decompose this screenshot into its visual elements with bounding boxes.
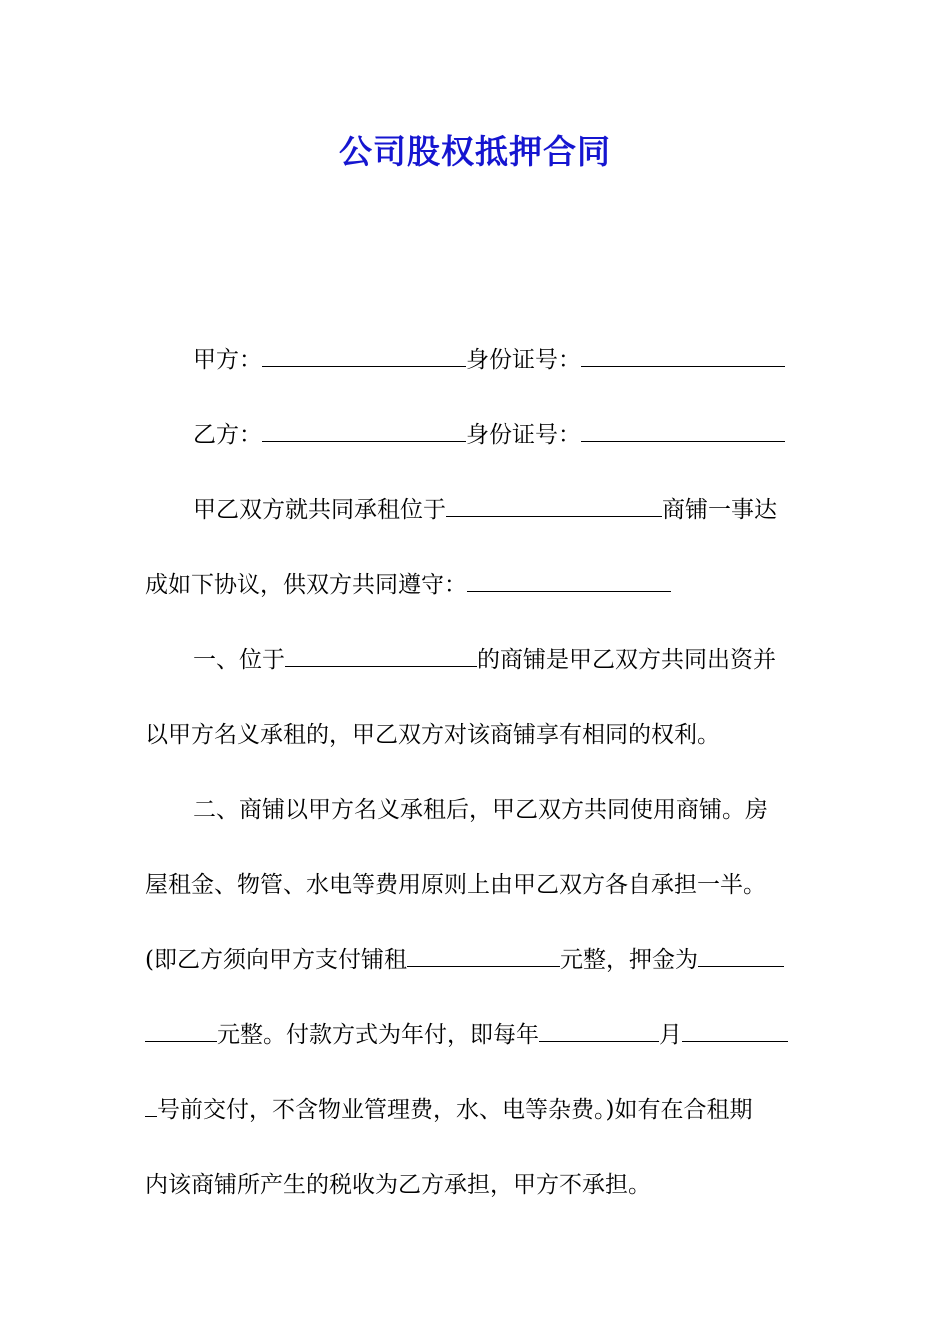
text-segment: 一、位于: [193, 647, 285, 673]
party-b-id-field[interactable]: [581, 421, 785, 442]
agreement-blank-field[interactable]: [467, 571, 671, 592]
paragraph-line: [145, 1018, 810, 1052]
paragraph-line: [145, 718, 810, 752]
party-b-line: [193, 418, 858, 452]
paragraph-line: [145, 868, 810, 902]
text-segment: 月: [659, 1022, 682, 1048]
shop-location-field[interactable]: [446, 496, 662, 517]
text-segment: 的商铺是甲乙双方共同出资并: [477, 647, 776, 673]
text-segment: (即乙方须向甲方支付铺租: [145, 947, 407, 973]
party-b-label: 乙方：: [193, 422, 262, 448]
party-b-name-field[interactable]: [262, 421, 466, 442]
clause-2-line: [193, 793, 858, 827]
clause-1-location-field[interactable]: [285, 646, 477, 667]
text-segment: 内该商铺所产生的税收为乙方承担，甲方不承担。: [145, 1172, 651, 1198]
text-segment: 成如下协议，供双方共同遵守：: [145, 572, 467, 598]
party-a-id-label: 身份证号：: [466, 347, 581, 373]
party-a-name-field[interactable]: [262, 346, 466, 367]
party-a-label: 甲方：: [193, 347, 262, 373]
paragraph-line: [145, 1168, 810, 1202]
clause-1-line: [193, 643, 858, 677]
text-segment: 二、商铺以甲方名义承租后，甲乙双方共同使用商铺。房: [193, 797, 768, 823]
text-segment: 号前交付，不含物业管理费，水、电等杂费。)如有在合租期: [157, 1097, 753, 1123]
paragraph-line: [145, 1093, 810, 1127]
party-b-id-label: 身份证号：: [466, 422, 581, 448]
party-a-line: [193, 343, 858, 377]
payment-day-field-cont[interactable]: [145, 1096, 157, 1117]
page-title: 公司股权抵押合同: [339, 132, 611, 171]
text-segment: 甲乙双方就共同承租位于: [193, 497, 446, 523]
payment-day-field[interactable]: [682, 1021, 788, 1042]
deposit-amount-field[interactable]: [698, 946, 784, 967]
paragraph-line: [145, 943, 810, 977]
paragraph-line: [193, 493, 858, 527]
text-segment: 元整，押金为: [559, 947, 698, 973]
text-segment: 以甲方名义承租的，甲乙双方对该商铺享有相同的权利。: [145, 722, 720, 748]
payment-month-field[interactable]: [539, 1021, 659, 1042]
paragraph-line: [145, 568, 810, 602]
party-a-id-field[interactable]: [581, 346, 785, 367]
text-segment: 屋租金、物管、水电等费用原则上由甲乙双方各自承担一半。: [145, 872, 766, 898]
text-segment: 商铺一事达: [662, 497, 777, 523]
text-segment: 元整。付款方式为年付，即每年: [217, 1022, 539, 1048]
deposit-amount-field-cont[interactable]: [145, 1021, 217, 1042]
rent-amount-field[interactable]: [407, 946, 560, 967]
